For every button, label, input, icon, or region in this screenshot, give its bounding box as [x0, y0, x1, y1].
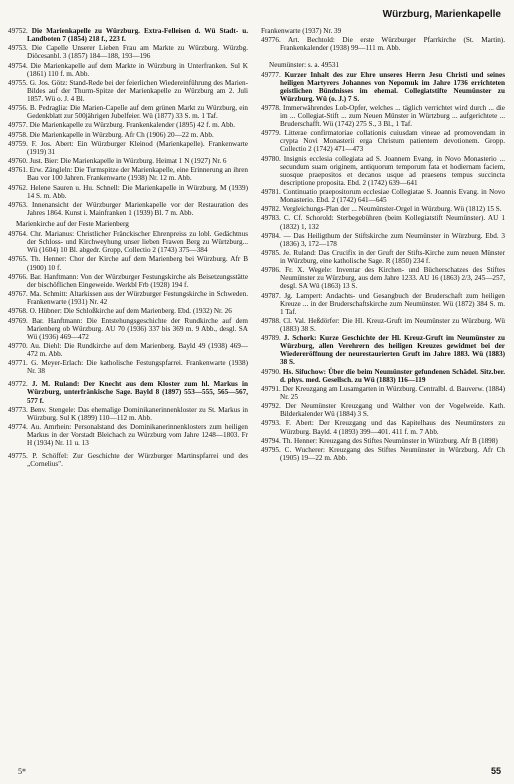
- entry-number: 49768.: [8, 307, 28, 316]
- entry-text: Die Capelle Unserer Lieben Frau am Markte zu Würzburg. Würzbg. Diöcesanbl. 3 (1857) 184—188, 193—196: [27, 44, 248, 61]
- entry-text: Th. Henner: Kreuzgang des Stiftes Neumünster in Würzburg. Afr B (1898): [282, 436, 498, 445]
- bibliography-entry: [261, 446, 505, 462]
- bibliography-entry: [8, 452, 248, 468]
- bibliography-entry: [8, 406, 248, 422]
- entry-text: Die Marienkapelle zu Würzburg. Frankenkalender (1895) 42 f. m. Abb.: [29, 121, 236, 130]
- entry-text: Just. Bier: Die Marienkapelle in Würzburg. Heimat 1 N (1927) Nr. 6: [29, 157, 227, 166]
- entry-text: Erw. Zängleln: Die Turmspitze der Marienkapelle, eine Erinnerung an ihren Bau vor 100 Jahren. Frankenwarte (1938) Nr. 12 m. Abb.: [27, 166, 249, 183]
- entry-text: P. Schöffel: Zur Geschichte der Würzburger Martinspfarrei und des „Cornelius".: [27, 452, 248, 469]
- bibliography-entry: [8, 423, 248, 447]
- bibliography-entry: [8, 62, 248, 78]
- bibliography-entry: [261, 36, 505, 52]
- entry-number: 49765.: [8, 255, 28, 264]
- entry-text: J. M. Ruland: Der Knecht aus dem Kloster zum hl. Markus in Würzburg, unterfränkische Sage. Bayld 8 (1897) 553—555, 565—567, 577 f.: [27, 380, 248, 405]
- entry-number: 49776.: [261, 36, 281, 45]
- entry-text: Au. Diehl: Die Rundkirche auf dem Marienberg. Bayld 49 (1938) 469—472 m. Abb.: [27, 341, 248, 358]
- entry-text: Die Marienkapelle auf dem Markte in Würzburg in Unterfranken. Sul K (1861) 110 f. m. Abb.: [27, 61, 248, 78]
- bibliography-entry: [8, 359, 248, 375]
- entry-text: Bar. Hanftmann: Die Entstehungsgeschichte der Rundkirche auf dem Marienberg ob Würzburg. AU 70 (1936) 337 bis 369 m. 9 Abb., desgl. SA Wü (1936) 469—472: [27, 316, 249, 341]
- entry-number: 49753.: [8, 44, 28, 53]
- entry-number: 49766.: [8, 272, 28, 281]
- entry-number: 49786.: [261, 266, 281, 275]
- bibliography-entry: [8, 140, 248, 156]
- bibliography-entry: [8, 121, 248, 129]
- bibliography-entry: [8, 184, 248, 200]
- entry-number: 49790.: [261, 367, 281, 376]
- bibliography-entry: [8, 79, 248, 103]
- entry-number: 49777.: [261, 70, 281, 79]
- entry-number: 49763.: [8, 201, 28, 209]
- bibliography-entry: [8, 307, 248, 315]
- bibliography-entry: [261, 214, 505, 230]
- bibliography-entry: [261, 155, 505, 187]
- entry-number: 49784.: [261, 231, 281, 240]
- entry-number: 49756.: [8, 104, 28, 113]
- entry-text: Litterae confirmatoriae collationis cuiusdam vineae ad promovendam in crypta Novi Monasterii erga Christum patientem devotionem. Gropp. Collectio 2 (1742) 471—473: [280, 129, 505, 154]
- entry-text: Ma. Schmitt: Altarkissen aus der Würzburger Festungskirche in Schweden. Frankenwarte (1931) Nr. 42: [27, 290, 248, 307]
- entry-number: 49757.: [8, 121, 28, 130]
- bibliography-entry: [8, 201, 248, 217]
- entry-text: F. Jos. Abert: Ein Würzburger Kleinod (Marienkapelle). Frankenwarte (1919) 31: [27, 139, 248, 156]
- entry-text: Helene Sauren u. Hu. Schnell: Die Marienkapelle in Würzburg. M (1939) 14 S. m. Abb.: [27, 183, 249, 200]
- entry-number: 49794.: [261, 436, 281, 445]
- bibliography-entry: [8, 342, 248, 358]
- entry-text: F. Abert: Der Kreuzgang und das Kapitelhaus des Neumünsters zu Würzburg. Bayld. 4 (1893) 399—401. 411 f. m. 7 Abb.: [280, 419, 505, 436]
- entry-number: 49792.: [261, 402, 281, 411]
- entry-number: 49795.: [261, 446, 281, 454]
- entry-number: 49752.: [8, 27, 28, 35]
- entry-number: 49787.: [261, 291, 281, 300]
- bibliography-entry: [8, 157, 248, 165]
- entry-number: 49762.: [8, 183, 28, 192]
- bibliography-entry: [261, 205, 505, 213]
- entry-number: 49772.: [8, 380, 28, 389]
- entry-text: Chr. Marianus: Christlicher Fränckischer Ehrenpreiss zu lobl. Gedächtnus der Schloss- und Kirchweyhung unser lieben Frawen Berg zu Würtzburg... Wü (1604) 10 Bl. abgedr. Gropp, Collectio 2 (1743) 375—384: [27, 230, 249, 255]
- entry-number: 49767.: [8, 290, 28, 299]
- entry-text: Innenansicht der Würzburger Marienkapelle vor der Restauration des Jahres 1864. Kunst i. Mainfranken 1 (1939) Bl. 7 m. Abb.: [27, 201, 248, 218]
- bibliography-entry: [261, 334, 505, 366]
- entry-text: — Das Heiligthum der Stiftskirche zum Neumünster in Würzburg. Ebd. 3 (1836) 3, 172—178: [280, 231, 505, 248]
- entry-text: Die Marienkapelle zu Würzburg. Extra-Felleisen d. Wü Stadt- u. Landboten 7 (1854) 218 f., 223 f.: [27, 27, 248, 44]
- entry-number: 49783.: [261, 214, 281, 223]
- entry-text: Cl. Val. Heßdörfer: Die Hl. Kreuz-Gruft im Neumünster zu Würzburg. Wü (1883) 38 S.: [280, 316, 506, 334]
- entry-text: Th. Henner: Chor der Kirche auf dem Marienberg bei Würzburg. Afr B (1900) 10 f.: [27, 255, 248, 272]
- entry-text: Kurzer Inhalt des zur Ehre unseres Herrn Jesu Christi und seines heiligen Martyrers Johannes von Nepomuk im Jahre 1736 errichteten geistlichen Bündnisses im ehemal. Collegiatstifte Neumünster zu Würzburg. Wü (o. J.) 7 S.: [280, 70, 506, 103]
- entry-number: 49779.: [261, 129, 281, 138]
- page-number: 55: [490, 766, 501, 776]
- entry-number: 49754.: [8, 61, 28, 70]
- bibliography-entry: [8, 273, 248, 289]
- bibliography-entry: [8, 44, 248, 60]
- entry-number: 49791.: [261, 384, 281, 393]
- entry-number: 49760.: [8, 157, 28, 166]
- entry-text: Immerwährendes Lob-Opfer, welches ... täglich verrichtet wird durch ... die im ... Collegiat-Stift ... zum Neuen Münster in Würtzburg ... aufgerichtete ... Bruderschafft. Wü (1742) 275 S., 3 Bl., 1 Taf.: [280, 103, 505, 129]
- entry-text: B. Pedraglia: Die Marien-Capelle auf dem grünen Markt zu Würzburg, ein Gedenkblatt zur 500jährigen Jubelfeier. Wü (1877) 33 S. m. 1 Taf.: [27, 104, 248, 121]
- entry-text: C. Cf. Schorold: Sterbegebühren (beim Kollegiatstift Neumünster). AU 1 (1832) 1, 132: [280, 214, 505, 231]
- section-heading: Marienkirche auf der Feste Marienberg: [16, 220, 129, 229]
- bibliography-entry: [8, 380, 248, 404]
- entry-number: 49769.: [8, 316, 28, 325]
- entry-text: Hs. Sifuchow: Über die beim Neumünster gefundenen Schädel. Sitz.ber. d. phys. med. Gesellsch. zu Wü (1883) 116—119: [280, 367, 505, 384]
- entry-number: 49759.: [8, 139, 28, 148]
- bibliography-entry: [8, 255, 248, 271]
- bibliography-entry: [261, 104, 505, 128]
- entry-number: 49774.: [8, 423, 28, 432]
- bibliography-entry: [261, 385, 505, 401]
- running-head: Würzburg, Marienkapelle: [382, 9, 501, 20]
- entry-number: 49781.: [261, 187, 281, 196]
- left-column: [8, 27, 248, 470]
- bibliography-entry: [261, 437, 505, 445]
- bibliography-entry: [261, 129, 505, 153]
- entry-number: 49789.: [261, 334, 281, 343]
- entry-text: G. Jos. Götz: Stand-Rede bei der feierlichen Wiedereinführung des Marien-Bildes auf der Thurm-Spitze der Marienkapelle zu Würzburg am 2. Juli 1857. Wü o. J. 4 Bl.: [27, 78, 249, 103]
- bibliography-entry: [261, 292, 505, 316]
- entry-number: 49793.: [261, 419, 281, 428]
- bibliography-entry: [261, 368, 505, 384]
- bibliography-entry: [261, 419, 505, 435]
- entry-number: 49780.: [261, 154, 281, 163]
- right-column: [261, 27, 505, 463]
- entry-number: 49782.: [261, 205, 281, 214]
- bibliography-entry: [261, 402, 505, 418]
- entry-text: Die Marienkapelle in Würzburg. Afr Ch (1906) 20—22 m. Abb.: [29, 130, 214, 139]
- entry-number: 49773.: [8, 405, 28, 414]
- entry-number: 49775.: [8, 452, 28, 461]
- entry-text: C. Wucherer: Kreuzgang des Stiftes Neumünster in Würzburg. Afr Ch (1905) 19—22 m. Abb.: [280, 446, 505, 463]
- bibliography-entry: [8, 290, 248, 306]
- entry-number: 49788.: [261, 316, 281, 325]
- bibliography-entry: [8, 131, 248, 139]
- entry-text: Insignis ecclesia collegiata ad S. Joannem Evang. in Novo Monasterio ... secundum suam originem, antiquorum temporum fata et hodiernam faciem, suosque praepositos et decanos usque ad praesens tempus succincta descriptione proposita. Ebd. 2 (1742) 639—641: [280, 154, 505, 187]
- entry-number: 49778.: [261, 103, 281, 112]
- entry-text: Continuatio praepositorum ecclesiae Collegiatae S. Joannis Evang. in Novo Monasterio. Ebd. 2 (1742) 641—645: [280, 187, 506, 205]
- entry-text: Vergleichungs-Plan der ... Neumünster-Orgel in Würzburg. Wü (1812) 15 S.: [282, 205, 502, 214]
- entry-number: 49755.: [8, 78, 28, 87]
- entry-text: Au. Amrhein: Personalstand des Dominikanerinnenklosters zum heiligen Markus in der Vorstadt Bleichach zu Würzburg vom Jahre 1248—1803. Fr H (1934) Nr. 11 u. 13: [27, 423, 249, 448]
- bibliography-entry: [8, 27, 248, 43]
- bibliography-entry: [261, 188, 505, 204]
- entry-text: J. Schork: Kurze Geschichte der Hl. Kreuz-Gruft im Neumünster zu Würzburg, allen Verehrern des heiligen Kreuzes gewidmet bei der Wiedereröffnung der neurestaurierten Gruft im Jahre 1883. Wü (1883) 38 S.: [280, 334, 505, 367]
- entry-text: Benv. Stengele: Das ehemalige Dominikanerinnenkloster zu St. Markus in Würzburg. Sul K (1899) 110—112 m. Abb.: [27, 405, 249, 422]
- entry-number: 49770.: [8, 341, 28, 350]
- entry-text: Fr. X. Wegele: Inventar des Kirchen- und Bücherschatzes des Stiftes Neumünster zu Würzburg, aus dem Jahre 1233. AU 16 (1863) 2/3, 245—257, desgl. SA Wü (1863) 13 S.: [280, 266, 506, 291]
- spacer: [261, 54, 505, 58]
- bibliography-entry: [261, 71, 505, 103]
- entry-text: Jg. Lampert: Andachts- und Gesangbuch der Bruderschaft zum heiligen Kreuze ... in der Bruderschaftskirche zum Neumünster. Wü (1872) 384 S. m. 1 Taf.: [280, 291, 505, 316]
- entry-text: Je. Ruland: Das Crucifix in der Gruft der Stifts-Kirche zum neuen Münster in Würzburg, eine katholische Sage. R (1850) 234 f.: [280, 249, 506, 266]
- entry-continuation: Frankenwarte (1937) Nr. 39: [261, 27, 342, 35]
- bibliography-entry: [261, 266, 505, 290]
- entry-number: 49761.: [8, 166, 28, 175]
- entry-text: G. Meyer-Erlach: Die katholische Festungspfarrei. Frankenwarte (1938) Nr. 38: [27, 359, 248, 376]
- entry-text: O. Hübner: Die Schloßkirche auf dem Marienberg. Ebd. (1932) Nr. 26: [29, 307, 232, 316]
- bibliography-entry: [8, 166, 248, 182]
- entry-number: 49764.: [8, 230, 28, 239]
- entry-number: 49771.: [8, 359, 28, 368]
- entry-text: Bar. Hanftmann: Von der Würzburger Festungskirche als Beisetzungsstätte der bischöflichen Eingeweide. Werkbl Frb (1928) 194 f.: [27, 272, 249, 289]
- bibliography-entry: [261, 317, 505, 333]
- bibliography-entry: [8, 230, 248, 254]
- bibliography-entry: [8, 317, 248, 341]
- bibliography-entry: [261, 249, 505, 265]
- bibliography-entry: [261, 232, 505, 248]
- entry-text: Art. Bechtold: Die erste Würzburger Pfarrkirche (St. Martin). Frankenkalender (1938) 99—111 m. Abb.: [280, 36, 505, 53]
- entry-text: Der Neumünster Kreuzgang und Walther von der Vogelweide. Kath. Bilderkalender Wü (1884) 3 S.: [280, 402, 505, 419]
- signature-mark: 5*: [18, 767, 26, 776]
- entry-text: Der Kreuzgang am Lusamgarten in Würzburg. Centralbl. d. Bauverw. (1884) Nr. 25: [280, 384, 505, 401]
- bibliography-entry: [8, 104, 248, 120]
- entry-number: 49785.: [261, 249, 281, 258]
- section-heading: Neumünster: s. a. 49531: [269, 60, 340, 69]
- entry-number: 49758.: [8, 130, 28, 139]
